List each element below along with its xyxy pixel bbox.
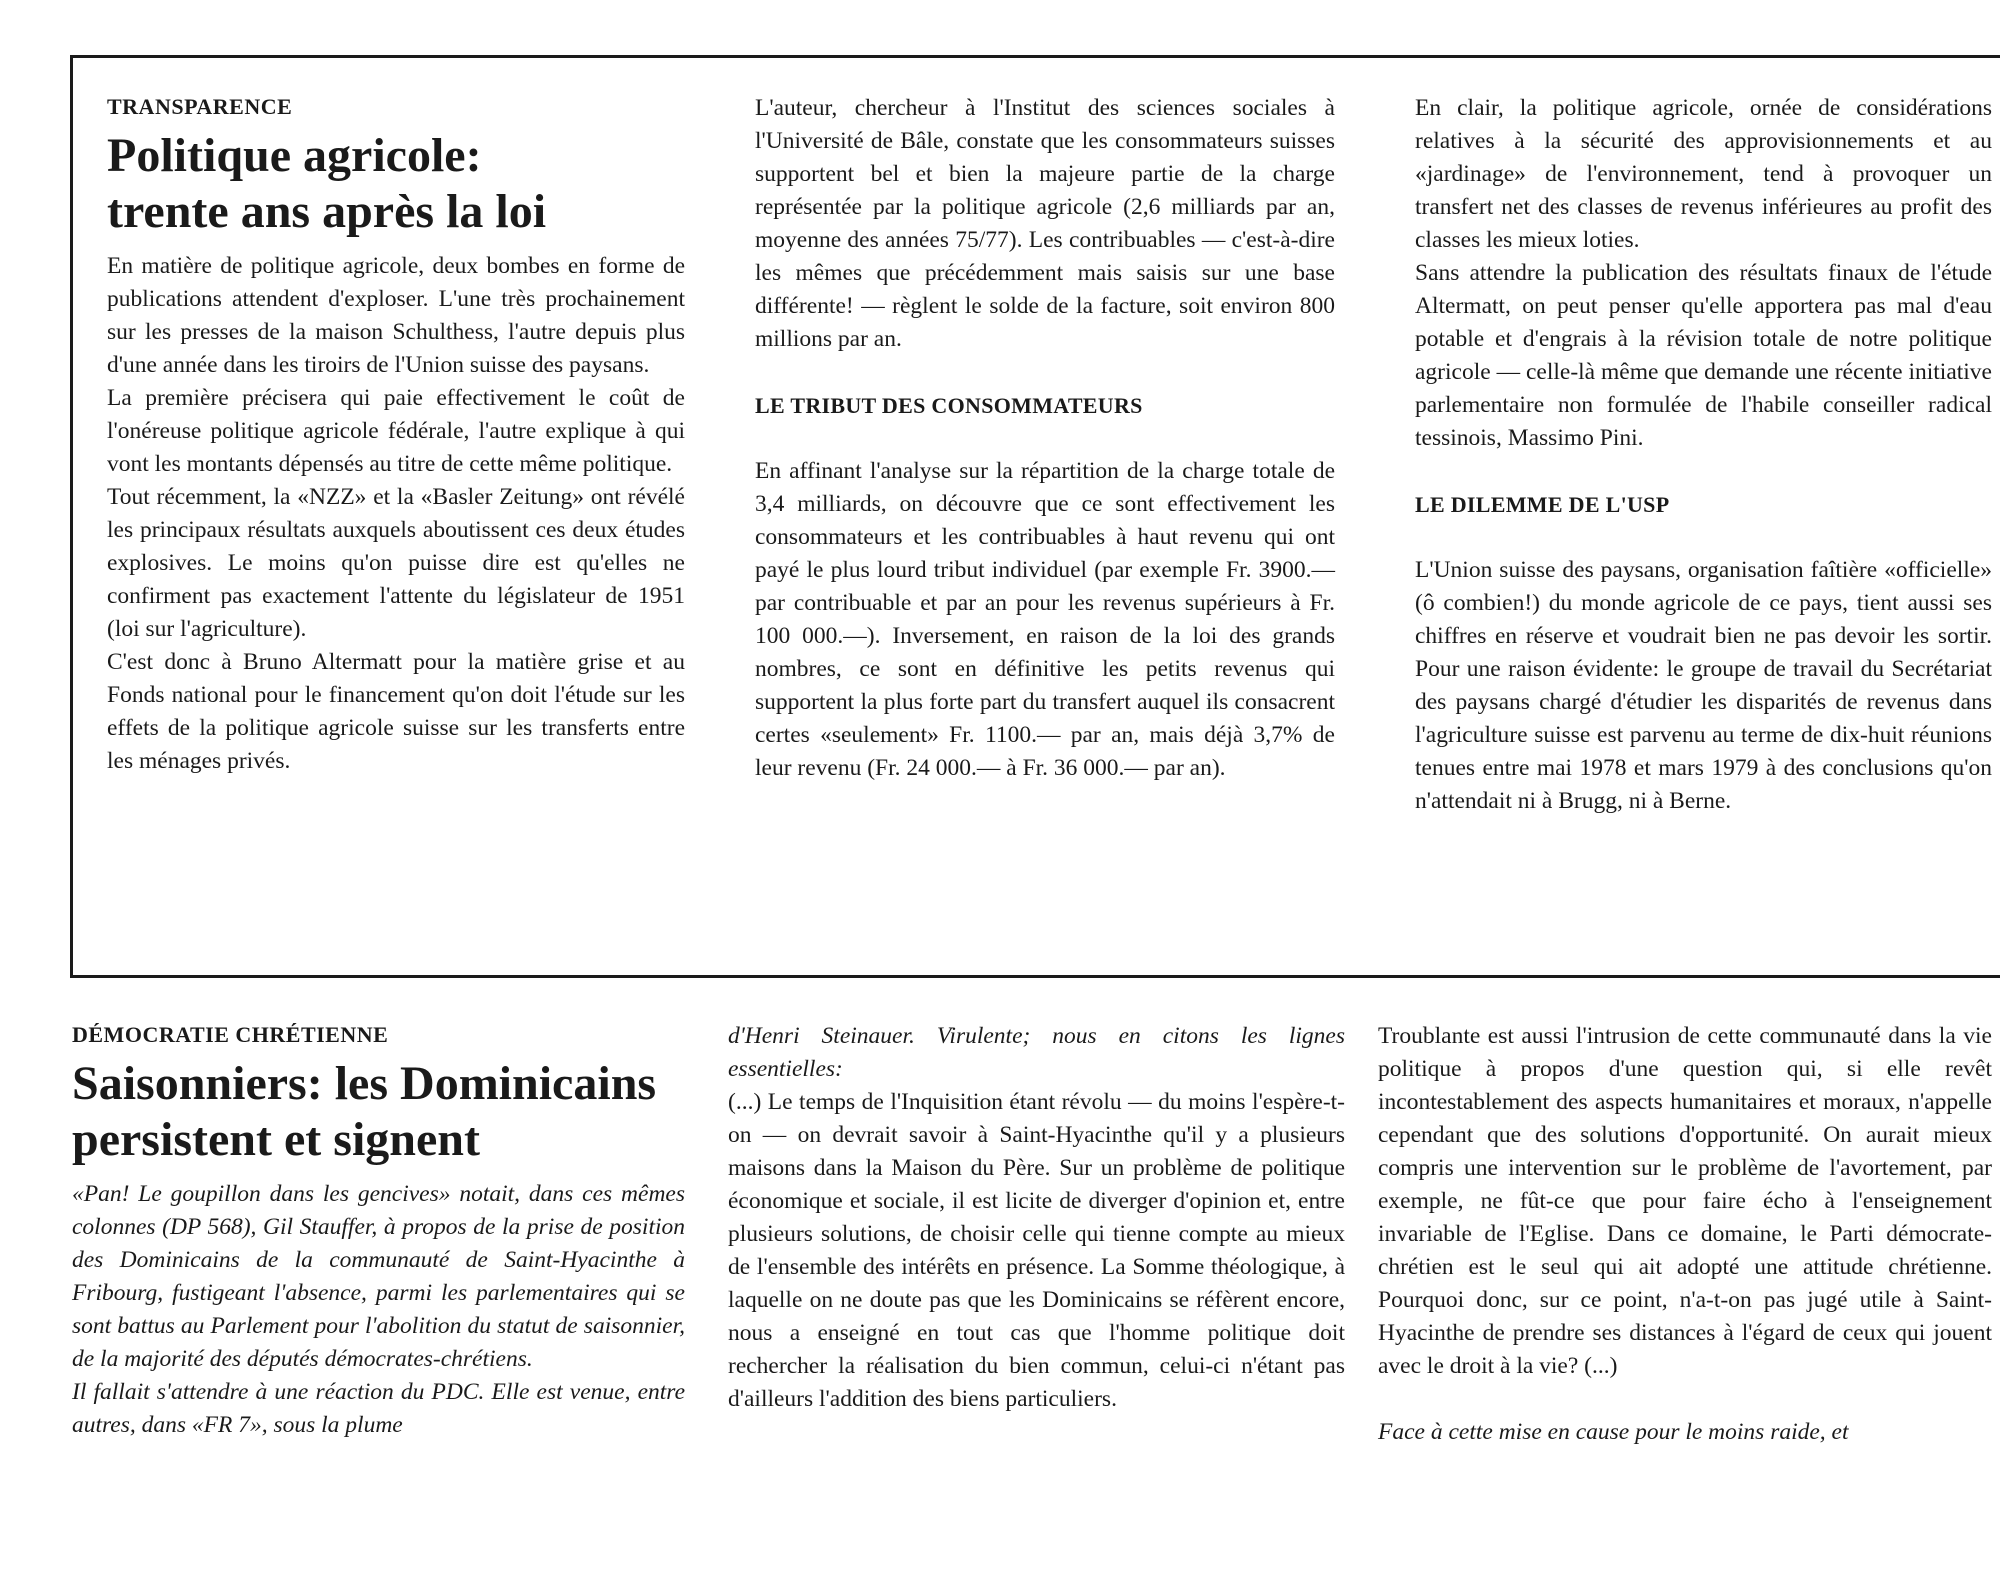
article2-column-1 — [72, 1020, 685, 1442]
article2-title-line2: persistent et signent — [72, 1113, 480, 1166]
paragraph: L'Union suisse des paysans, organisation faîtière «officielle» (ô combien!) du monde agricole de ce pays, tient aussi ses chiffres en réserve et voudrait bien ne pas devoir les sortir. Pour une raison évidente: le groupe de travail du Secrétariat des paysans chargé d'étudier les disparités de revenus dans l'agriculture suisse est parvenu au terme de dix-huit réunions tenues entre mai 1978 et mars 1979 à des conclusions qu'on n'attendait ni à Brugg, ni à Berne. — [1415, 557, 1992, 814]
paragraph: d'Henri Steinauer. Virulente; nous en citons les lignes essentielles: — [728, 1023, 1345, 1082]
article1-kicker: TRANSPARENCE — [107, 94, 293, 119]
paragraph: En matière de politique agricole, deux bombes en forme de publications attendent d'exploser. L'une très prochainement sur les presses de la maison Schulthess, l'autre depuis plus d'une année dans les tiroirs de l'Union suisse des paysans. — [107, 253, 685, 378]
article1-column-2 — [755, 92, 1335, 785]
article1-title — [107, 128, 685, 240]
article1-title-line1: Politique agricole: — [107, 129, 482, 182]
paragraph: En affinant l'analyse sur la répartition de la charge totale de 3,4 milliards, on découvre que ce sont effectivement les consommateurs et les contribuables à haut revenu qui ont payé le plus lourd tribut individuel (par exemple Fr. 3900.— par contribuable et par an pour les revenus supérieurs à Fr. 100 000.—). Inversement, en raison de la loi des grands nombres, ce sont en définitive les petits revenus qui supportent la plus forte part du transfert auquel ils consacrent certes «seulement» Fr. 1100.— par an, mais déjà 3,7% de leur revenu (Fr. 24 000.— à Fr. 36 000.— par an). — [755, 458, 1335, 781]
article2-kicker: DÉMOCRATIE CHRÉTIENNE — [72, 1022, 389, 1047]
paragraph: L'auteur, chercheur à l'Institut des sciences sociales à l'Université de Bâle, constate que les consommateurs suisses supportent bel et bien la majeure partie de la charge représentée par la politique agricole (2,6 milliards par an, moyenne des années 75/77). Les contribuables — c'est-à-dire les mêmes que précédemment mais saisis sur une base différente! — règlent le solde de la facture, soit environ 800 millions par an. — [755, 95, 1335, 352]
subheading: LE TRIBUT DES CONSOMMATEURS — [755, 393, 1143, 418]
paragraph: Sans attendre la publication des résultats finaux de l'étude Altermatt, on peut penser qu'elle apportera pas mal d'eau potable et d'engrais à la révision totale de notre politique agricole — celle-là même que demande une récente initiative parlementaire non formulée de l'habile conseiller radical tessinois, Massimo Pini. — [1415, 260, 1992, 451]
paragraph: Face à cette mise en cause pour le moins raide, et — [1378, 1419, 1849, 1445]
paragraph: «Pan! Le goupillon dans les gencives» notait, dans ces mêmes colonnes (DP 568), Gil Stauffer, à propos de la prise de position des Dominicains de la communauté de Saint-Hyacinthe à Fribourg, fustigeant l'absence, parmi les parlementaires qui se sont battus au Parlement pour l'abolition du statut de saisonnier, de la majorité des députés démocrates-chrétiens. — [72, 1181, 685, 1372]
article1-column-3 — [1415, 92, 1992, 818]
paragraph: C'est donc à Bruno Altermatt pour la matière grise et au Fonds national pour le financement qu'on doit l'étude sur les effets de la politique agricole suisse sur les transferts entre les ménages privés. — [107, 649, 685, 774]
paragraph: La première précisera qui paie effectivement le coût de l'onéreuse politique agricole fédérale, l'autre explique à qui vont les montants dépensés au titre de cette même politique. — [107, 385, 685, 477]
article2-title — [72, 1056, 685, 1168]
subheading: LE DILEMME DE L'USP — [1415, 492, 1670, 517]
paragraph: Tout récemment, la «NZZ» et la «Basler Zeitung» ont révélé les principaux résultats auxquels aboutissent ces deux études explosives. Le moins qu'on puisse dire est qu'elles ne confirment pas exactement l'attente du législateur de 1951 (loi sur l'agriculture). — [107, 484, 685, 642]
article2-title-line1: Saisonniers: les Dominicains — [72, 1057, 657, 1110]
paragraph: Troublante est aussi l'intrusion de cette communauté dans la vie politique à propos d'une question qui, si elle revêt incontestablement des aspects humanitaires et moraux, n'appelle cependant que des solutions d'opportunité. On aurait mieux compris une intervention sur le problème de l'avortement, par exemple, ne fût-ce que pour faire écho à l'enseignement invariable de l'Eglise. Dans ce domaine, le Parti démocrate-chrétien est le seul qui ait adopté une attitude chrétienne. Pourquoi donc, sur ce point, n'a-t-on pas jugé utile à Saint-Hyacinthe de prendre ses distances à l'égard de ceux qui jouent avec le droit à la vie? (...) — [1378, 1023, 1992, 1379]
article1-title-line2: trente ans après la loi — [107, 185, 547, 238]
article2-column-2 — [728, 1020, 1345, 1416]
paragraph: En clair, la politique agricole, ornée de considérations relatives à la sécurité des approvisionnements et au «jardinage» de l'environnement, tend à provoquer un transfert net des classes de revenus inférieures au profit des classes les mieux loties. — [1415, 95, 1992, 253]
article1-column-1 — [107, 92, 685, 778]
paragraph: Il fallait s'attendre à une réaction du PDC. Elle est venue, entre autres, dans «FR 7», sous la plume — [72, 1379, 685, 1438]
article2-column-3 — [1378, 1020, 1992, 1449]
paragraph: (...) Le temps de l'Inquisition étant révolu — du moins l'espère-t-on — on devrait savoir à Saint-Hyacinthe qu'il y a plusieurs maisons dans la Maison du Père. Sur un problème de politique économique et sociale, il est licite de diverger d'opinion et, entre plusieurs solutions, de choisir celle qui tienne compte au mieux de l'ensemble des intérêts en présence. La Somme théologique, à laquelle on ne doute pas que les Dominicains se réfèrent encore, nous a enseigné en tout cas que l'homme politique doit rechercher la réalisation du bien commun, celui-ci n'étant pas d'ailleurs l'addition des biens particuliers. — [728, 1089, 1345, 1412]
